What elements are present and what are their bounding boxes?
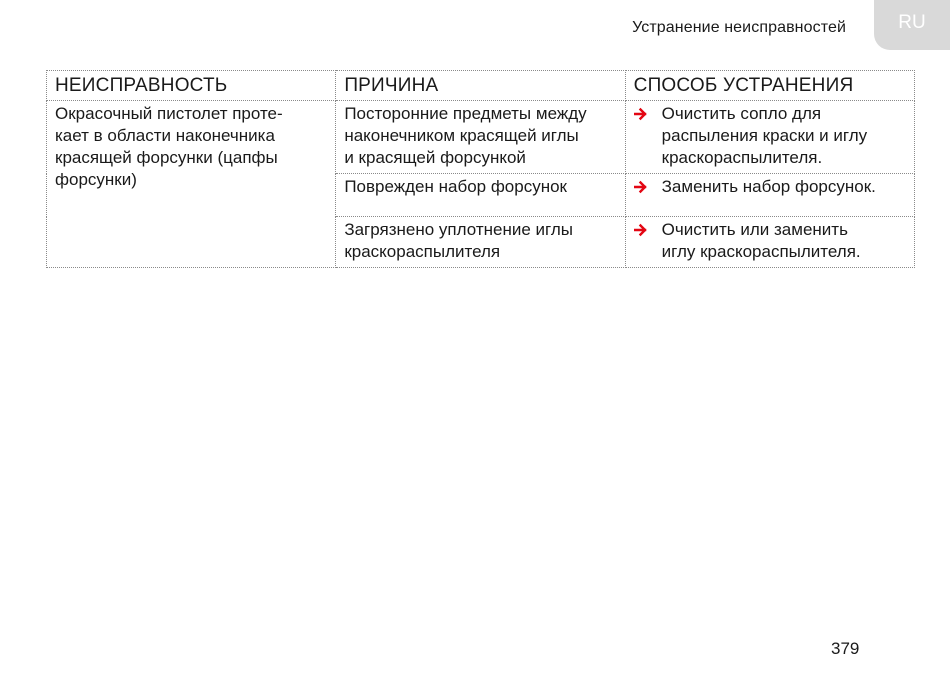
table-row [47, 101, 915, 174]
column-header-fault: НЕИСПРАВНОСТЬ [47, 71, 336, 101]
cause-cell [336, 174, 625, 217]
cause-text: Поврежден набор форсунок [344, 177, 567, 196]
remedy-cell [625, 217, 914, 268]
remedy-cell [625, 101, 914, 174]
language-tab: RU [874, 0, 950, 50]
cause-cell [336, 101, 625, 174]
remedy-text: Заменить набор форсунок. [661, 177, 876, 196]
cause-cell [336, 217, 625, 268]
remedy-cell [625, 174, 914, 217]
remedy-text: Очистить сопло для распыления краски и иглу краскораспылителя. [661, 104, 868, 167]
fault-cell [47, 101, 336, 268]
page-number: 379 [831, 639, 860, 658]
section-title: Устранение неисправностей [632, 19, 846, 36]
arrow-right-icon [634, 176, 648, 198]
table-header-row [47, 71, 915, 101]
remedy-text: Очистить или заменить иглу краскораспылителя. [661, 220, 861, 261]
cause-text: Посторонние предметы между наконечником красящей иглы и красящей форсункой [344, 104, 587, 167]
arrow-right-icon [634, 219, 648, 241]
column-header-remedy: СПОСОБ УСТРАНЕНИЯ [625, 71, 914, 101]
arrow-right-icon [634, 103, 648, 125]
column-header-cause: ПРИЧИНА [336, 71, 625, 101]
fault-text: Окрасочный пистолет проте- кает в области наконечника красящей форсунки (цапфы форсунки) [55, 104, 283, 189]
troubleshooting-table [46, 70, 915, 268]
cause-text: Загрязнено уплотнение иглы краскораспылителя [344, 220, 573, 261]
